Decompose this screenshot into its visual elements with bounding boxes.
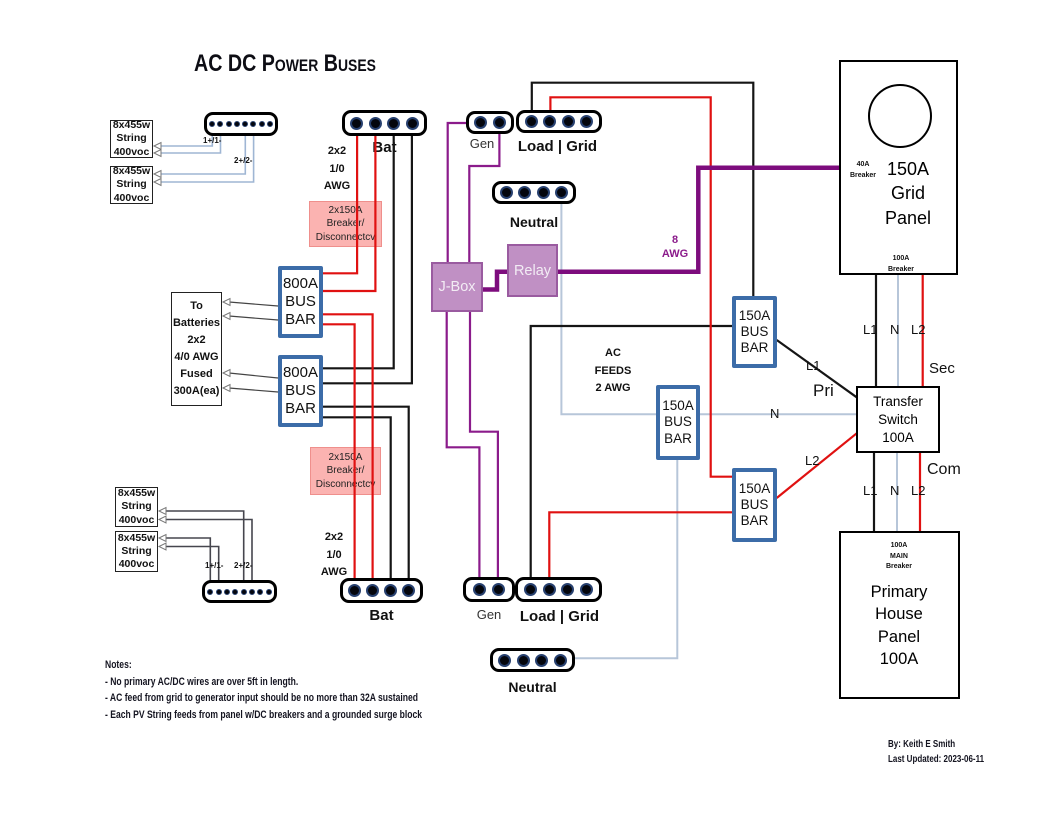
to-batteries-line: To [190,299,203,312]
arrowhead [154,171,161,178]
pv-line: String [116,178,147,191]
bus-line: BAR [285,311,316,328]
terminal-dot [234,121,240,127]
dc-breaker-disconnect-bottom [310,447,381,495]
terminal-dot [257,589,263,595]
to-batteries-line: 4/0 AWG [174,351,219,363]
terminal-dot [555,186,568,199]
breaker-line: Breaker [885,563,913,570]
bus-bar-150a-mid [656,385,700,460]
breaker-line: Disconnectcv [315,231,376,243]
bus-line: 800A [282,275,319,292]
pv-string-box-3 [115,487,158,527]
terminal-dot [498,654,511,667]
panel-name-line: 150A [886,159,930,179]
transfer-switch [856,386,940,453]
terminal-dot [492,583,505,596]
dc-breaker-disconnect-top [309,201,382,247]
bus-line: BUS [664,414,692,430]
arrowhead [154,179,161,186]
breaker-line: Breaker [887,265,915,273]
bus-line: BUS [740,496,769,512]
breaker-line: Disconnectcv [315,478,376,490]
terminal-dot [266,589,272,595]
terminal-dot [232,589,238,595]
to-batteries-line: Batteries [172,316,221,329]
pv-line: 400voc [113,145,150,158]
neutral-strip-bottom [490,648,575,672]
wire-battery-link-2 [229,316,278,320]
bus-line: 150A [662,398,694,414]
awg-line: 1/0 [326,548,342,561]
terminal-dot [561,583,574,596]
terminal-dot [387,117,400,130]
pv-term-label-3: 1+/1- [205,561,224,570]
panel-name-line: 100A [879,649,919,668]
pv-line: 8x455w [117,531,156,544]
bus-line: 150A [738,307,771,323]
pv-terminal-strip-top [204,112,278,136]
terminal-dot [267,121,273,127]
load-grid-strip-top [516,110,602,133]
load-grid-top-label: Load | Grid [517,138,598,155]
pri-label: Pri [813,381,834,400]
grid-panel-name [859,157,957,230]
terminal-dot [366,584,379,597]
house-panel [839,531,960,699]
awg-line: 8 [671,234,679,246]
bat-bottom-label: Bat [369,607,394,624]
terminal-dot [384,584,397,597]
switch-line: Switch [878,412,918,428]
wire-pv-bottom-2 [165,520,252,586]
switch-line: 100A [882,430,914,446]
breaker-line: 2x150A [328,204,363,216]
credit-updated: Last Updated: 2023-06-11 [888,754,985,765]
terminal-dot [369,117,382,130]
wire-pv-bottom-3 [165,538,210,585]
pv-line: String [121,544,152,557]
pv-line: String [121,500,152,513]
bus-line: BUS [285,293,316,310]
panel-name-line: Panel [877,627,921,646]
terminal-dot [562,115,575,128]
wire-battery-link-1 [229,302,278,306]
pv-term-label-4: 2+/2- [234,561,253,570]
breaker-line: MAIN [890,552,908,560]
awg-line: 1/0 [329,162,345,175]
sec-n-label: N [890,322,900,337]
awg8-label [655,233,695,262]
switch-line: Transfer [873,394,923,409]
arrowhead [154,143,161,150]
terminal-dot [224,589,230,595]
terminal-dot [217,121,223,127]
wire-battery-link-3 [229,373,278,378]
bus-line: BAR [285,400,316,417]
load-grid-strip-bottom [515,577,602,602]
pv-string-box-2 [110,166,153,204]
note-line: - AC feed from grid to generator input should be no more than 32A sustained [105,692,419,704]
wire-gen-bottom-1 [447,312,480,588]
junction-box: J-Box [431,262,483,312]
terminal-dot [493,116,506,129]
feeds-line: FEEDS [594,364,632,377]
terminal-dot [242,121,248,127]
awg-line: 2x2 [327,145,347,157]
pri-l2-label: L2 [805,453,820,468]
feeds-line: AC [605,347,621,359]
awg-line: AWG [661,248,689,261]
panel-name-line: Grid [890,183,925,204]
ac-feeds-label [590,345,636,398]
arrowhead [223,385,230,392]
terminal-dot [500,186,513,199]
gen-strip-bottom [463,577,515,602]
terminal-dot [525,115,538,128]
terminal-dot [543,583,556,596]
neutral-top-label: Neutral [509,214,559,230]
terminal-dot [518,186,531,199]
terminal-dot [517,654,530,667]
arrowhead [159,508,166,515]
terminal-dot [216,589,222,595]
pv-line: 8x455w [112,165,151,178]
breaker-line: Breaker/ [326,218,365,230]
wire-battery-link-4 [229,388,278,392]
credit-block [888,737,1048,767]
terminal-dot [350,117,363,130]
breaker-line: Breaker/ [326,465,365,477]
arrowhead [223,370,230,377]
arrowhead [159,535,166,542]
terminal-dot [473,583,486,596]
terminal-dot [226,121,232,127]
pv-term-label-1: 1+/1- [203,136,222,145]
terminal-dot [580,115,593,128]
neutral-strip-top [492,181,576,204]
wire-8awg-relay-grid [558,168,841,272]
dc-awg-label-top [315,143,359,196]
awg-line: AWG [320,566,348,579]
pv-line: 8x455w [112,119,151,132]
pv-line: 8x455w [117,487,156,500]
credit-author: By: Keith E Smith [888,739,956,750]
terminal-dot [207,589,213,595]
terminal-dot [241,589,247,595]
com-n-label: N [890,483,900,498]
panel-name-line: House [875,605,923,624]
bus-line: BAR [740,513,769,529]
terminal-dot [580,583,593,596]
bus-line: BUS [285,382,316,399]
terminal-dot [259,121,265,127]
pv-term-label-2: 2+/2- [234,156,253,165]
terminal-dot [543,115,556,128]
terminal-dot [554,654,567,667]
com-label: Com [927,461,961,478]
dc-awg-label-bottom [312,529,356,582]
bus-line: 150A [738,480,771,496]
bus-bar-800a-bottom [278,355,323,427]
sec-l1-label: L1 [863,322,878,337]
terminal-dot [406,117,419,130]
awg-line: 2x2 [324,531,344,543]
to-batteries-line: 300A(ea) [173,385,220,398]
feeds-line: 2 AWG [595,382,631,395]
house-panel-name [841,581,957,670]
grid-panel-breaker-100a [880,254,922,275]
pri-n-label: N [770,406,780,421]
page-title: AC DC Power Buses [194,50,376,77]
pri-l1-label: L1 [806,358,821,373]
terminal-dot [537,186,550,199]
com-l1-label: L1 [863,483,878,498]
breaker-line: 100A [892,255,910,262]
wire-pv-bottom-1 [165,511,244,585]
arrowhead [223,313,230,320]
house-panel-main-breaker [841,541,957,573]
relay-box: Relay [507,244,558,297]
note-line: - Each PV String feeds from panel w/DC breakers and a grounded surge block [105,708,423,721]
to-batteries-box [171,292,222,406]
bus-line: 800A [282,364,319,381]
wire-jbox-relay [483,272,508,290]
to-batteries-line: 2x2 [187,333,206,346]
pv-line: String [116,132,147,145]
pv-line: 400voc [113,191,150,204]
bus-line: BUS [740,323,769,339]
neutral-bottom-label: Neutral [508,679,557,695]
sec-l2-label: L2 [911,322,926,337]
breaker-line: 100A [890,542,908,549]
panel-name-line: Primary [870,583,928,601]
load-grid-bottom-label: Load | Grid [519,608,600,625]
arrowhead [159,516,166,523]
sec-label: Sec [929,360,955,377]
arrowhead [159,543,166,550]
bat-strip-top [342,110,427,136]
terminal-dot [524,583,537,596]
note-line: - No primary AC/DC wires are over 5ft in length. [105,675,299,688]
gen-strip-top [466,111,514,134]
bus-line: BAR [740,340,769,356]
bus-bar-150a-top [732,296,777,368]
wire-gen-bottom-2 [470,312,498,588]
panel-name-line: Panel [884,207,932,228]
pv-line: 400voc [118,513,155,526]
bat-top-label: Bat [372,139,397,156]
notes-heading: Notes: [105,659,132,671]
arrowhead [223,299,230,306]
bus-bar-800a-top [278,266,323,338]
gen-top-label: Gen [469,136,495,151]
gen-bottom-label: Gen [476,607,502,622]
bus-bar-150a-bottom [732,468,777,542]
pv-terminal-strip-bottom [202,580,277,603]
terminal-dot [474,116,487,129]
pv-string-box-4 [115,531,158,572]
com-l2-label: L2 [911,483,926,498]
breaker-line: Breaker [849,171,877,179]
pv-line: 400voc [118,558,155,571]
bus-line: BAR [664,430,692,446]
notes-block [105,657,479,723]
arrowhead [154,150,161,157]
terminal-dot [535,654,548,667]
grid-panel [839,60,958,275]
terminal-dot [402,584,415,597]
breaker-line: 2x150A [328,451,363,463]
terminal-dot [249,589,255,595]
terminal-dot [348,584,361,597]
meter-circle-icon [868,84,932,148]
terminal-dot [209,121,215,127]
wire-neutral-bottom [572,458,677,658]
awg-line: AWG [323,180,351,193]
pv-string-box-1 [110,120,153,158]
terminal-dot [250,121,256,127]
breaker-line: 40A [856,161,870,168]
to-batteries-line: Fused [180,368,213,381]
